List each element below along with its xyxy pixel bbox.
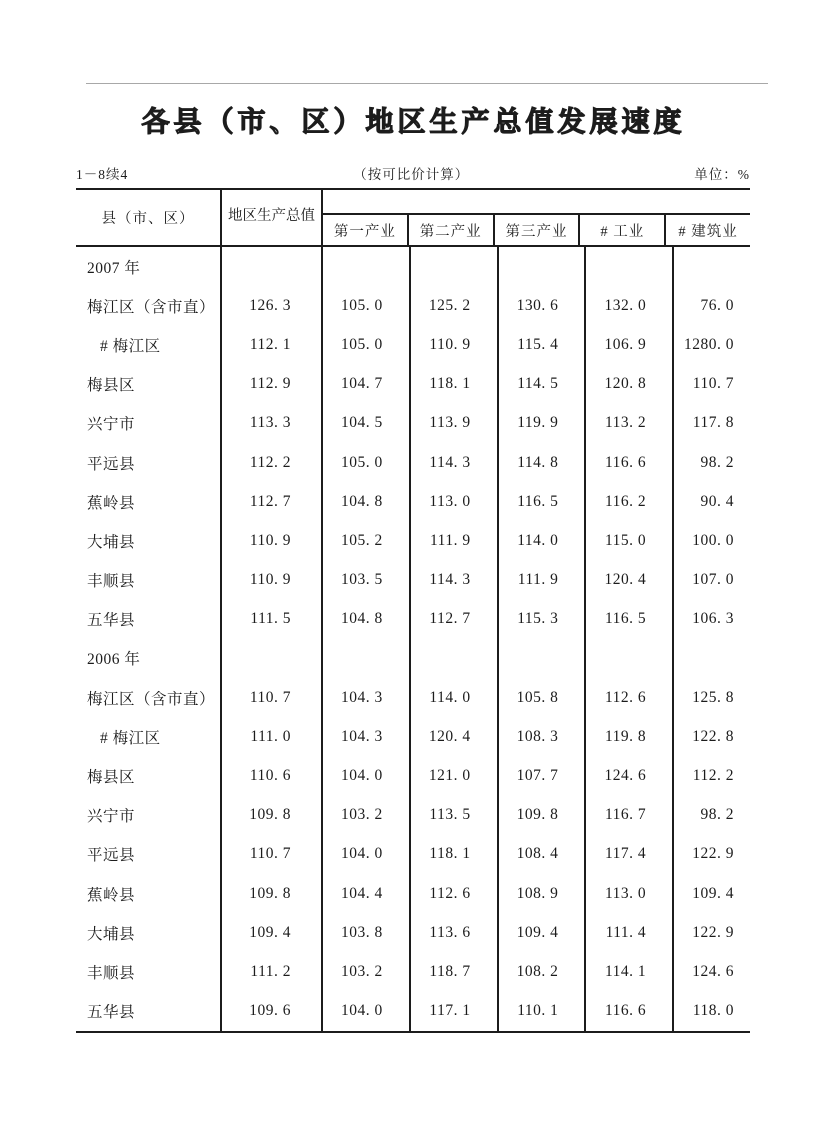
region-cell: 大埔县 (76, 913, 222, 952)
industry-value-cell: 124. 6 (586, 756, 674, 795)
primary-industry-value-cell: 104. 3 (323, 717, 411, 756)
table-row (76, 717, 750, 756)
table-row (76, 874, 750, 913)
primary-industry-value-cell: 104. 0 (323, 992, 411, 1031)
industry-value-cell: 106. 9 (586, 325, 674, 364)
region-cell: 丰顺县 (76, 952, 222, 991)
industry-value-cell: 116. 5 (586, 600, 674, 639)
primary-industry-value-cell: 103. 2 (323, 952, 411, 991)
gdp-value-cell: 110. 7 (222, 835, 323, 874)
industry-value-cell: 116. 6 (586, 992, 674, 1031)
industry-value-cell (586, 639, 674, 678)
industry-value-cell: 117. 4 (586, 835, 674, 874)
primary-industry-value-cell: 104. 8 (323, 482, 411, 521)
primary-industry-value-cell: 103. 8 (323, 913, 411, 952)
tertiary-industry-value-cell: 130. 6 (499, 286, 587, 325)
gdp-value-cell (222, 639, 323, 678)
tertiary-industry-value-cell: 107. 7 (499, 756, 587, 795)
construction-value-cell: 98. 2 (700, 806, 734, 824)
construction-value-cell: 107. 0 (692, 571, 734, 589)
primary-industry-value-cell: 104. 7 (323, 365, 411, 404)
table-row (76, 913, 750, 952)
secondary-industry-value-cell: 113. 9 (411, 404, 499, 443)
construction-value-cell: 90. 4 (700, 492, 734, 510)
tertiary-industry-value-cell: 109. 4 (499, 913, 587, 952)
region-cell: 2007 年 (76, 247, 222, 286)
primary-industry-value-cell: 105. 0 (323, 443, 411, 482)
region-cell: 平远县 (76, 443, 222, 482)
year-section-row (76, 247, 750, 286)
table-row (76, 404, 750, 443)
table-row (76, 796, 750, 835)
secondary-industry-value-cell: 113. 5 (411, 796, 499, 835)
region-cell: 丰顺县 (76, 561, 222, 600)
table-row (76, 952, 750, 991)
tertiary-industry-value-cell: 115. 4 (499, 325, 587, 364)
gdp-value-cell: 112. 1 (222, 325, 323, 364)
table-row (76, 521, 750, 560)
construction-value-cell: 118. 0 (692, 1002, 734, 1020)
primary-industry-value-cell: 104. 4 (323, 874, 411, 913)
region-cell: 蕉岭县 (76, 874, 222, 913)
construction-value-cell: 117. 8 (692, 414, 734, 432)
table-row (76, 678, 750, 717)
secondary-industry-value-cell: 114. 3 (411, 561, 499, 600)
gdp-value-cell: 111. 0 (222, 717, 323, 756)
gdp-value-cell: 126. 3 (222, 286, 323, 325)
tertiary-industry-value-cell: 108. 4 (499, 835, 587, 874)
secondary-industry-value-cell: 120. 4 (411, 717, 499, 756)
sub-header-group (323, 190, 750, 245)
industry-value-cell (586, 247, 674, 286)
table-row (76, 992, 750, 1031)
column-header-construction: # 建筑业 (678, 223, 738, 240)
primary-industry-value-cell: 104. 5 (323, 404, 411, 443)
tertiary-industry-value-cell: 105. 8 (499, 678, 587, 717)
gdp-value-cell: 110. 6 (222, 756, 323, 795)
table-row (76, 286, 750, 325)
statistics-table (76, 188, 750, 1033)
gdp-value-cell: 109. 8 (222, 874, 323, 913)
industry-value-cell: 120. 8 (586, 365, 674, 404)
tertiary-industry-value-cell: 114. 0 (499, 521, 587, 560)
tertiary-industry-value-cell: 114. 5 (499, 365, 587, 404)
gdp-value-cell: 111. 2 (222, 952, 323, 991)
secondary-industry-value-cell: 113. 6 (411, 913, 499, 952)
secondary-industry-value-cell: 114. 3 (411, 443, 499, 482)
region-cell: 2006 年 (76, 639, 222, 678)
tertiary-industry-value-cell: 119. 9 (499, 404, 587, 443)
region-cell: 五华县 (76, 992, 222, 1031)
table-row (76, 365, 750, 404)
gdp-value-cell: 109. 6 (222, 992, 323, 1031)
secondary-industry-value-cell: 111. 9 (411, 521, 499, 560)
secondary-industry-value-cell: 118. 7 (411, 952, 499, 991)
primary-industry-value-cell (323, 247, 411, 286)
tertiary-industry-value-cell: 110. 1 (499, 992, 587, 1031)
page-top-divider (86, 83, 768, 84)
construction-value-cell: 122. 9 (692, 923, 734, 941)
construction-value-cell: 124. 6 (692, 962, 734, 980)
construction-value-cell: 109. 4 (692, 884, 734, 902)
table-row (76, 561, 750, 600)
tertiary-industry-value-cell: 108. 3 (499, 717, 587, 756)
secondary-industry-value-cell: 117. 1 (411, 992, 499, 1031)
table-meta-row (76, 163, 750, 183)
region-cell: # 梅江区 (76, 325, 222, 364)
industry-value-cell: 115. 0 (586, 521, 674, 560)
primary-industry-value-cell: 105. 0 (323, 286, 411, 325)
primary-industry-value-cell: 104. 3 (323, 678, 411, 717)
construction-value-cell: 98. 2 (700, 453, 734, 471)
industry-value-cell: 116. 7 (586, 796, 674, 835)
column-header-industry: # 工业 (580, 215, 666, 245)
tertiary-industry-value-cell (499, 639, 587, 678)
region-cell: 大埔县 (76, 521, 222, 560)
gdp-value-cell: 113. 3 (222, 404, 323, 443)
secondary-industry-value-cell: 110. 9 (411, 325, 499, 364)
gdp-value-cell (222, 247, 323, 286)
gdp-value-cell: 109. 8 (222, 796, 323, 835)
gdp-value-cell: 112. 7 (222, 482, 323, 521)
column-header-primary-industry: 第一产业 (323, 215, 409, 245)
region-cell: 梅江区（含市直） (76, 286, 222, 325)
table-header (76, 190, 750, 247)
secondary-industry-value-cell: 112. 7 (411, 600, 499, 639)
secondary-industry-value-cell: 112. 6 (411, 874, 499, 913)
tertiary-industry-value-cell: 108. 9 (499, 874, 587, 913)
construction-value-cell: 122. 8 (692, 727, 734, 745)
column-header-gdp: 地区生产总值 (222, 190, 323, 245)
industry-value-cell: 120. 4 (586, 561, 674, 600)
unit-label: 单位：% (694, 167, 750, 182)
region-cell: 兴宁市 (76, 404, 222, 443)
tertiary-industry-value-cell: 116. 5 (499, 482, 587, 521)
column-header-region: 县（市、区） (76, 190, 222, 245)
region-cell: 梅县区 (76, 365, 222, 404)
table-row (76, 482, 750, 521)
gdp-value-cell: 110. 9 (222, 521, 323, 560)
primary-industry-value-cell: 103. 5 (323, 561, 411, 600)
tertiary-industry-value-cell: 114. 8 (499, 443, 587, 482)
table-row (76, 835, 750, 874)
tertiary-industry-value-cell: 111. 9 (499, 561, 587, 600)
industry-value-cell: 116. 6 (586, 443, 674, 482)
primary-industry-value-cell: 104. 8 (323, 600, 411, 639)
construction-value-cell: 125. 8 (692, 688, 734, 706)
sub-header-spacer (323, 190, 750, 215)
table-row (76, 325, 750, 364)
region-cell: 梅县区 (76, 756, 222, 795)
tertiary-industry-value-cell: 108. 2 (499, 952, 587, 991)
region-cell: 梅江区（含市直） (76, 678, 222, 717)
secondary-industry-value-cell (411, 247, 499, 286)
industry-value-cell: 114. 1 (586, 952, 674, 991)
construction-value-cell (674, 247, 750, 286)
construction-value-cell: 106. 3 (692, 610, 734, 628)
tertiary-industry-value-cell: 109. 8 (499, 796, 587, 835)
region-cell: # 梅江区 (76, 717, 222, 756)
construction-value-cell: 112. 2 (692, 767, 734, 785)
secondary-industry-value-cell (411, 639, 499, 678)
secondary-industry-value-cell: 121. 0 (411, 756, 499, 795)
page-title: 各县（市、区）地区生产总值发展速度 (141, 107, 686, 138)
region-cell: 兴宁市 (76, 796, 222, 835)
region-cell: 五华县 (76, 600, 222, 639)
region-cell: 平远县 (76, 835, 222, 874)
construction-value-cell: 110. 7 (692, 375, 734, 393)
table-row (76, 756, 750, 795)
gdp-value-cell: 111. 5 (222, 600, 323, 639)
primary-industry-value-cell: 105. 2 (323, 521, 411, 560)
table-body (76, 247, 750, 1033)
secondary-industry-value-cell: 114. 0 (411, 678, 499, 717)
tertiary-industry-value-cell (499, 247, 587, 286)
secondary-industry-value-cell: 125. 2 (411, 286, 499, 325)
industry-value-cell: 116. 2 (586, 482, 674, 521)
column-header-secondary-industry: 第二产业 (409, 215, 495, 245)
primary-industry-value-cell: 103. 2 (323, 796, 411, 835)
industry-value-cell: 111. 4 (586, 913, 674, 952)
primary-industry-value-cell: 105. 0 (323, 325, 411, 364)
table-row (76, 600, 750, 639)
calc-note-label: （按可比价计算） (353, 167, 470, 182)
gdp-value-cell: 110. 7 (222, 678, 323, 717)
industry-value-cell: 112. 6 (586, 678, 674, 717)
industry-value-cell: 132. 0 (586, 286, 674, 325)
construction-value-cell: 122. 9 (692, 845, 734, 863)
year-section-row (76, 639, 750, 678)
gdp-value-cell: 109. 4 (222, 913, 323, 952)
construction-value-cell: 76. 0 (700, 296, 734, 314)
secondary-industry-value-cell: 118. 1 (411, 365, 499, 404)
construction-value-cell (674, 639, 750, 678)
region-cell: 蕉岭县 (76, 482, 222, 521)
secondary-industry-value-cell: 113. 0 (411, 482, 499, 521)
construction-value-cell: 100. 0 (692, 531, 734, 549)
primary-industry-value-cell: 104. 0 (323, 835, 411, 874)
primary-industry-value-cell: 104. 0 (323, 756, 411, 795)
industry-value-cell: 113. 0 (586, 874, 674, 913)
industry-value-cell: 119. 8 (586, 717, 674, 756)
construction-value-cell: 1280. 0 (683, 335, 734, 353)
secondary-industry-value-cell: 118. 1 (411, 835, 499, 874)
sub-header-row (323, 215, 750, 245)
tertiary-industry-value-cell: 115. 3 (499, 600, 587, 639)
gdp-value-cell: 112. 2 (222, 443, 323, 482)
industry-value-cell: 113. 2 (586, 404, 674, 443)
gdp-value-cell: 112. 9 (222, 365, 323, 404)
primary-industry-value-cell (323, 639, 411, 678)
gdp-value-cell: 110. 9 (222, 561, 323, 600)
column-header-tertiary-industry: 第三产业 (495, 215, 581, 245)
table-row (76, 443, 750, 482)
table-code-label: 1－8续4 (76, 167, 129, 182)
